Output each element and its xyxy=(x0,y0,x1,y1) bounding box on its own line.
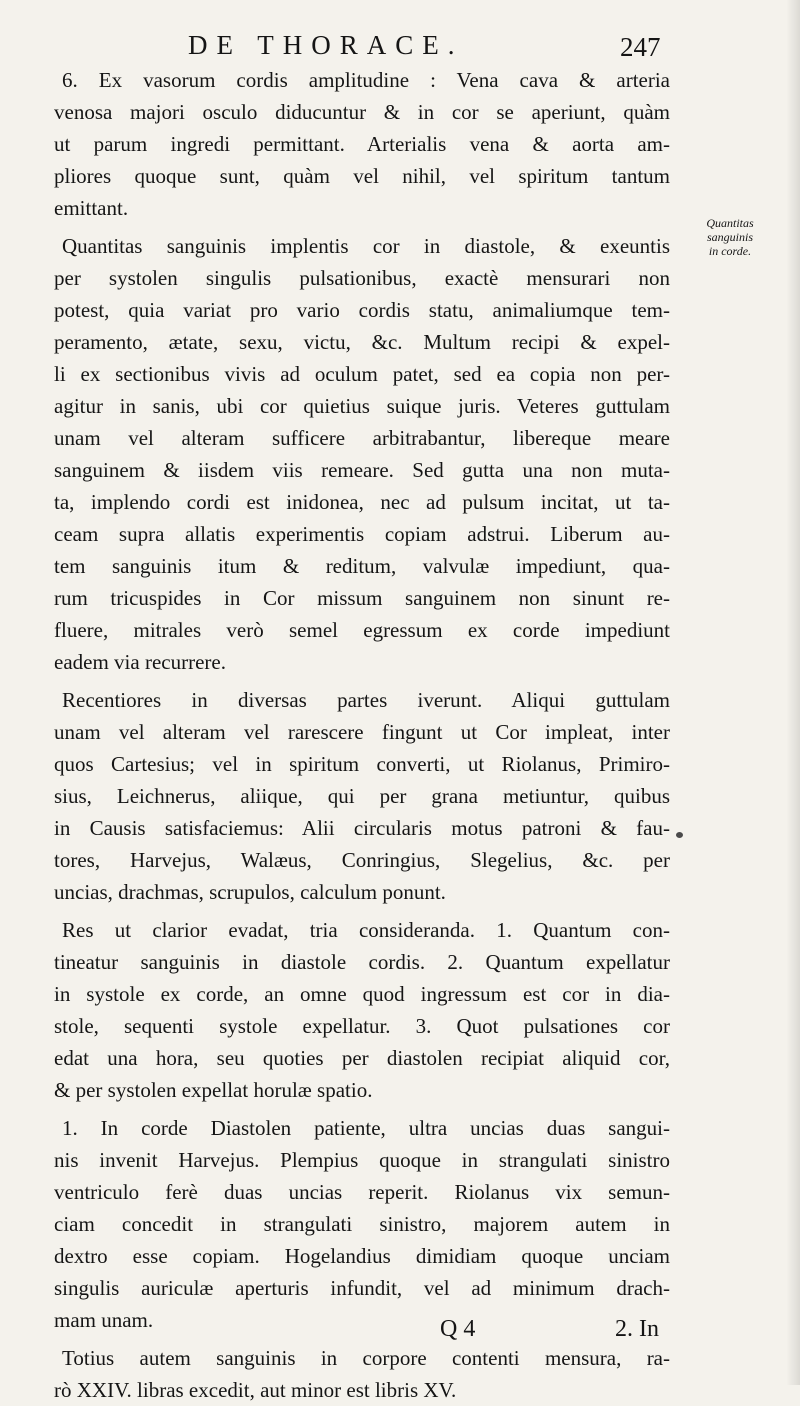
text-line: uncias, drachmas, scrupulos, calculum ponunt. xyxy=(54,880,446,904)
text-line: stole, sequenti systole expellatur. 3. Quot pulsationes cor xyxy=(54,1014,670,1038)
running-head: DE THORACE. xyxy=(188,30,464,60)
text-line: per systolen singulis pulsationibus, exactè mensurari non xyxy=(54,266,670,290)
text-line: Recentiores in diversas partes iverunt. Aliqui guttulam xyxy=(62,688,670,712)
text-line: quos Cartesius; vel in spiritum converti, ut Riolanus, Primiro- xyxy=(54,752,670,776)
margin-note-line: Quantitas xyxy=(706,216,754,230)
text-line: in systole ex corde, an omne quod ingressum est cor in dia- xyxy=(54,982,670,1006)
catchword: 2. In xyxy=(615,1316,659,1342)
text-line: fluere, mitrales verò semel egressum ex corde impediunt xyxy=(54,618,670,642)
text-line: Totius autem sanguinis in corpore contenti mensura, ra- xyxy=(62,1346,670,1370)
margin-note-line: in corde. xyxy=(708,244,752,258)
text-line: emittant. xyxy=(54,196,129,220)
text-line: tores, Harvejus, Walæus, Conringius, Slegelius, &c. per xyxy=(54,848,670,872)
text-line: ventriculo ferè duas uncias reperit. Riolanus vix semun- xyxy=(54,1180,670,1204)
text-line: sanguinem & iisdem viis remeare. Sed gutta una non muta- xyxy=(54,458,670,482)
page-edge-shadow xyxy=(786,0,800,1385)
text-line: 6. Ex vasorum cordis amplitudine : Vena cava & arteria xyxy=(62,68,670,92)
text-line: potest, quia variat pro vario cordis statu, animaliumque tem- xyxy=(54,298,670,322)
text-line: agitur in sanis, ubi cor quietius suique juris. Veteres guttulam xyxy=(54,394,670,418)
paragraph xyxy=(54,64,670,224)
page-header xyxy=(0,28,800,68)
text-line: rum tricuspides in Cor missum sanguinem non sinunt re- xyxy=(54,586,670,610)
signature-mark: Q 4 xyxy=(440,1316,476,1342)
text-line: eadem via recurrere. xyxy=(54,650,226,674)
text-line: 1. In corde Diastolen patiente, ultra uncias duas sangui- xyxy=(62,1116,670,1140)
text-line: tineatur sanguinis in diastole cordis. 2. Quantum expellatur xyxy=(54,950,670,974)
text-line: singulis auriculæ aperturis infundit, vel ad minimum drach- xyxy=(54,1276,670,1300)
paragraph xyxy=(54,1112,670,1336)
page-number: 247 xyxy=(620,32,661,62)
text-line: tem sanguinis itum & reditum, valvulæ impediunt, qua- xyxy=(54,554,670,578)
text-line: unam vel alteram vel rarescere fingunt ut Cor impleat, inter xyxy=(54,720,670,744)
text-line: li ex sectionibus vivis ad oculum patet, sed ea copia non per- xyxy=(54,362,670,386)
text-line: dextro esse copiam. Hogelandius dimidiam quoque unciam xyxy=(54,1244,670,1268)
text-line: mam unam. xyxy=(54,1308,154,1332)
text-line: in Causis satisfaciemus: Alii circularis motus patroni & fau- xyxy=(54,816,670,840)
text-line: sius, Leichnerus, aliique, qui per grana metiuntur, quibus xyxy=(54,784,670,808)
text-line: edat una hora, seu quoties per diastolen recipiat aliquid cor, xyxy=(54,1046,670,1070)
text-line: ut parum ingredi permittant. Arterialis vena & aorta am- xyxy=(54,132,670,156)
text-line: peramento, ætate, sexu, victu, &c. Multum recipi & expel- xyxy=(54,330,670,354)
text-line: venosa majori osculo diducuntur & in cor se aperiunt, quàm xyxy=(54,100,670,124)
text-line: unam vel alteram sufficere arbitrabantur, libereque meare xyxy=(54,426,670,450)
text-line: Res ut clarior evadat, tria consideranda. 1. Quantum con- xyxy=(62,918,670,942)
text-line: ciam concedit in strangulati sinistro, majorem autem in xyxy=(54,1212,670,1236)
ink-spot xyxy=(676,832,683,838)
text-line: ceam supra allatis experimentis copiam adstrui. Liberum au- xyxy=(54,522,670,546)
paragraph xyxy=(54,914,670,1106)
text-line: pliores quoque sunt, quàm vel nihil, vel spiritum tantum xyxy=(54,164,670,188)
text-line: & per systolen expellat horulæ spatio. xyxy=(54,1078,373,1102)
margin-note-line: sanguinis xyxy=(706,230,753,244)
paragraph xyxy=(54,684,670,908)
text-line: ta, implendo cordi est inidonea, nec ad pulsum incitat, ut ta- xyxy=(54,490,670,514)
body-text xyxy=(54,64,670,1406)
paragraph xyxy=(54,230,670,678)
text-line: rò XXIV. libras excedit, aut minor est libris XV. xyxy=(54,1378,457,1402)
margin-note xyxy=(672,216,788,258)
text-line: nis invenit Harvejus. Plempius quoque in strangulati sinistro xyxy=(54,1148,670,1172)
page-footer xyxy=(0,1316,800,1356)
text-line: Quantitas sanguinis implentis cor in diastole, & exeuntis xyxy=(62,234,670,258)
